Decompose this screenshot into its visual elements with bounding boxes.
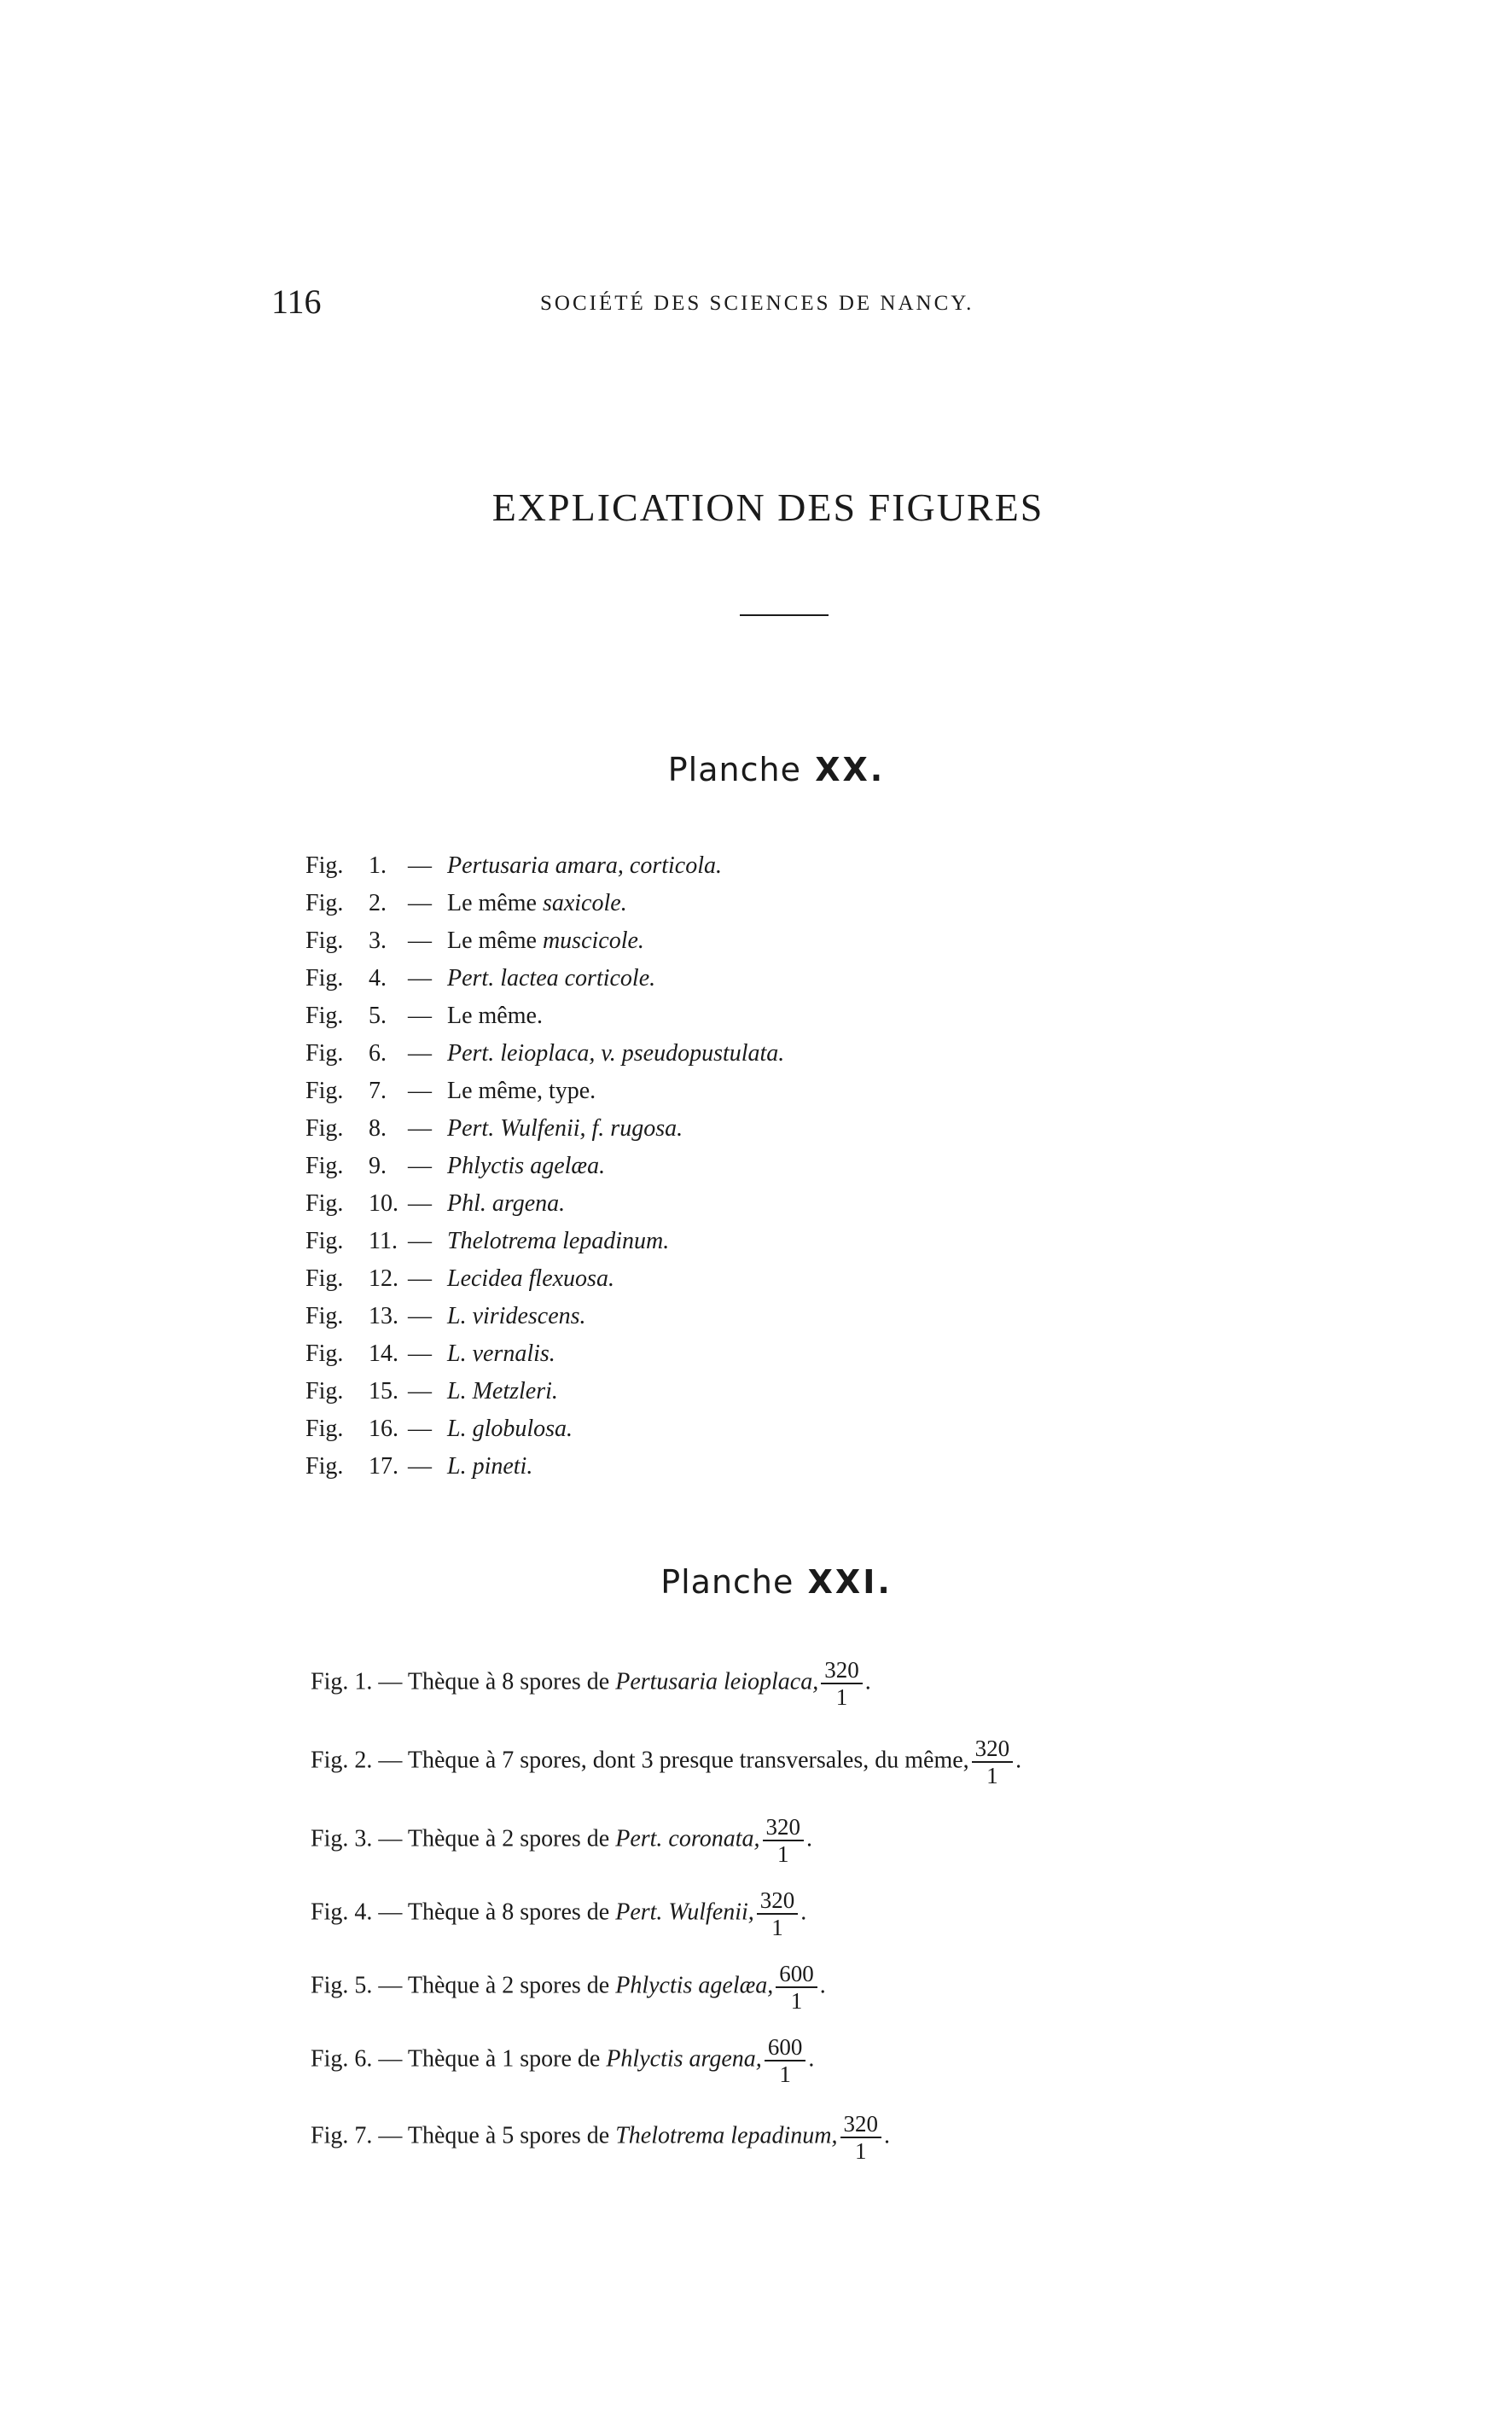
fraction-denominator: 1 [855,2138,867,2164]
figure-caption: L. globulosa. [447,1416,573,1442]
plate-xxi-heading [0,1563,1512,1601]
figure-label: Fig. [311,1747,355,1774]
figure-end-punct: . [1015,1747,1022,1774]
figure-label: Fig. [305,1040,344,1067]
fraction-denominator: 1 [777,1841,789,1867]
figure-caption: Thèque à 2 spores de [407,1972,616,1999]
figure-entry [305,960,784,997]
fraction-denominator: 1 [779,2061,791,2087]
figure-caption: Thèque à 7 spores, dont 3 presque transversales, du même, [407,1747,969,1774]
figure-end-punct: . [864,1668,871,1695]
plate-xx-heading [0,751,1512,788]
fraction-numerator: 320 [821,1657,863,1684]
fraction-denominator: 1 [986,1763,998,1788]
figure-dash: — [408,965,432,991]
figure-entry [305,1335,784,1373]
page-number: 116 [271,282,322,321]
figure-caption: Thèque à 8 spores de [407,1899,616,1926]
figure-caption: Le même. [447,1003,543,1029]
figure-number: 6. [354,2045,379,2073]
figure-label: Fig. [305,852,344,879]
magnification-fraction [821,1657,863,1710]
figure-entry [305,1185,784,1223]
figure-number: 3. [354,1825,379,1852]
figure-entry [305,1035,784,1073]
figure-caption: Le même [447,890,543,916]
figure-number: 2. [354,1747,379,1774]
figure-entry [311,1887,806,1940]
figure-entry [305,922,784,960]
magnification-fraction [972,1736,1014,1788]
figure-label: Fig. [311,1668,355,1695]
figure-dash: — [408,1340,432,1367]
figure-label: Fig. [305,927,344,954]
figure-entry [305,1223,784,1260]
fraction-numerator: 320 [757,1887,799,1915]
figure-caption: Pert. coronata, [615,1825,760,1852]
figure-number: 1. [354,1668,379,1695]
figure-caption: Pert. leioplaca, v. pseudopustulata. [447,1040,785,1067]
figure-caption: Thèque à 2 spores de [407,1825,616,1852]
figure-number: 16. [369,1416,398,1442]
plate-numeral: XXI. [807,1563,893,1601]
magnification-fraction [840,2111,882,2164]
figure-label: Fig. [305,1003,344,1029]
figure-caption: Pertusaria amara, corticola. [447,852,722,879]
figure-entry [311,1814,812,1867]
figure-caption: muscicole. [542,927,644,954]
figure-label: Fig. [311,2122,355,2149]
figure-label: Fig. [305,890,344,916]
figure-number: 15. [369,1378,398,1404]
figure-dash: — [408,927,432,954]
figure-entry [311,2034,814,2087]
plate-word: Planche [667,751,801,788]
figure-dash: — [408,1115,432,1142]
figure-label: Fig. [305,1453,344,1480]
figure-entry [305,1260,784,1298]
figure-caption: Pertusaria leioplaca, [615,1668,819,1695]
figure-caption: saxicole. [542,890,627,916]
figure-caption: Thèque à 8 spores de [407,1668,616,1695]
figure-label: Fig. [305,1416,344,1442]
figure-label: Fig. [305,1228,344,1254]
figure-dash: — [408,1265,432,1292]
figure-label: Fig. [305,1115,344,1142]
figure-dash: — [408,1453,432,1480]
magnification-fraction [757,1887,799,1940]
figure-dash: — [408,1378,432,1404]
figure-dash: — [408,1190,432,1217]
figure-dash: — [408,852,432,879]
figure-end-punct: . [819,1972,826,1999]
plate-word: Planche [660,1563,794,1601]
figure-entry [305,1373,784,1410]
figure-number: 12. [369,1265,398,1292]
figure-entry [311,1961,826,2014]
figure-dash: — [408,1303,432,1329]
figure-label: Fig. [305,965,344,991]
figure-dash: — [378,1825,408,1852]
figure-number: 14. [369,1340,398,1367]
figure-dash: — [378,1972,408,1999]
fraction-denominator: 1 [790,1988,803,2014]
figure-number: 11. [369,1228,398,1254]
figure-caption: Phlyctis agelæa. [447,1153,606,1179]
fraction-denominator: 1 [835,1684,848,1710]
plate-numeral: XX. [815,751,886,788]
figure-entry [311,1657,871,1710]
figure-label: Fig. [305,1340,344,1367]
figure-number: 13. [369,1303,398,1329]
figure-caption: Thelotrema lepadinum, [615,2122,838,2149]
figure-number: 2. [369,890,387,916]
fraction-denominator: 1 [771,1915,783,1940]
figure-label: Fig. [311,1972,355,1999]
figure-caption: Thelotrema lepadinum. [447,1228,670,1254]
fraction-numerator: 600 [776,1961,817,1988]
figure-dash: — [378,2122,408,2149]
figure-dash: — [378,1668,408,1695]
figure-number: 4. [354,1899,379,1926]
figure-caption: Thèque à 5 spores de [407,2122,616,2149]
magnification-fraction [763,1814,805,1867]
figure-dash: — [408,1040,432,1067]
figure-dash: — [408,1078,432,1104]
figure-caption: Pert. lactea corticole. [447,965,656,991]
figure-number: 3. [369,927,387,954]
figure-label: Fig. [311,1899,355,1926]
figure-end-punct: . [800,1899,807,1926]
figure-entry [305,1298,784,1335]
figure-dash: — [408,1003,432,1029]
figure-caption: L. vernalis. [447,1340,555,1367]
figure-number: 5. [354,1972,379,1999]
page-title: EXPLICATION DES FIGURES [491,486,1044,529]
figure-dash: — [408,1228,432,1254]
figure-caption: Phlyctis argena, [606,2045,762,2073]
figure-end-punct: . [808,2045,815,2073]
fraction-numerator: 320 [763,1814,805,1841]
figure-label: Fig. [311,2045,355,2073]
figure-label: Fig. [305,1078,344,1104]
magnification-fraction [765,2034,806,2087]
figure-entry [305,1148,784,1185]
figure-caption: L. pineti. [447,1453,533,1480]
figure-entry [305,885,784,922]
figure-dash: — [408,890,432,916]
figure-label: Fig. [311,1825,355,1852]
figure-number: 8. [369,1115,387,1142]
figure-entry [311,1736,1021,1788]
figure-entry [305,1073,784,1110]
figure-number: 1. [369,852,387,879]
figure-label: Fig. [305,1303,344,1329]
figure-dash: — [378,1899,408,1926]
figure-label: Fig. [305,1378,344,1404]
figure-number: 7. [369,1078,387,1104]
running-head: SOCIÉTÉ DES SCIENCES DE NANCY. [540,292,974,315]
fraction-numerator: 320 [840,2111,882,2138]
fraction-numerator: 600 [765,2034,806,2061]
figure-caption: Thèque à 1 spore de [407,2045,607,2073]
figure-number: 10. [369,1190,398,1217]
figure-end-punct: . [806,1825,812,1852]
figure-dash: — [408,1153,432,1179]
figure-label: Fig. [305,1265,344,1292]
figure-caption: Lecidea flexuosa. [447,1265,614,1292]
figure-caption: L. Metzleri. [447,1378,558,1404]
figure-dash: — [378,2045,408,2073]
figure-entry [305,1110,784,1148]
figure-entry [305,997,784,1035]
figure-entry [305,847,784,885]
plate-xx-figure-list [305,847,784,1486]
figure-dash: — [408,1416,432,1442]
figure-end-punct: . [884,2122,890,2149]
figure-number: 5. [369,1003,387,1029]
figure-caption: Pert. Wulfenii, [615,1899,754,1926]
magnification-fraction [776,1961,817,2014]
fraction-numerator: 320 [972,1736,1014,1763]
figure-label: Fig. [305,1153,344,1179]
figure-caption: Phlyctis agelæa, [615,1972,774,1999]
figure-entry [311,2111,890,2164]
figure-label: Fig. [305,1190,344,1217]
figure-caption: Le même [447,927,543,954]
figure-caption: Pert. Wulfenii, f. rugosa. [447,1115,683,1142]
figure-number: 7. [354,2122,379,2149]
figure-caption: L. viridescens. [447,1303,586,1329]
title-rule [740,614,829,616]
figure-entry [305,1410,784,1448]
figure-caption: Phl. argena. [447,1190,566,1217]
figure-entry [305,1448,784,1486]
figure-number: 17. [369,1453,398,1480]
figure-number: 9. [369,1153,387,1179]
figure-number: 6. [369,1040,387,1067]
figure-number: 4. [369,965,387,991]
figure-caption: Le même, type. [447,1078,596,1104]
figure-dash: — [378,1747,408,1774]
